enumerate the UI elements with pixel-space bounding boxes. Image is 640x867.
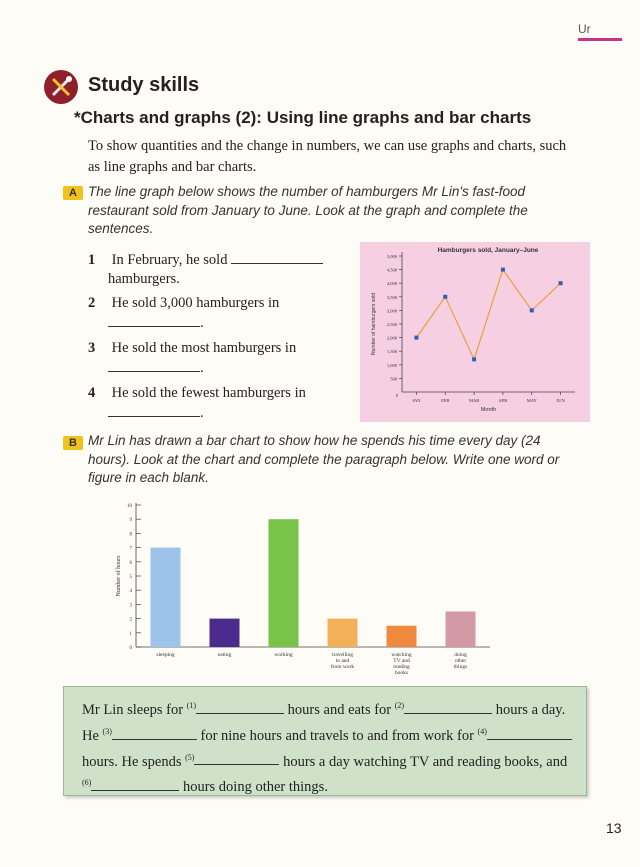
blank-number: (2) (394, 701, 405, 710)
bar-chart-y-tick-label: 1 (129, 631, 132, 637)
question-text: He sold the fewest hamburgers in (111, 385, 306, 401)
para-text: hours and eats for (287, 701, 392, 718)
line-chart-point (501, 268, 505, 272)
question-number: 4 (88, 385, 96, 401)
bar-chart-bar (269, 519, 299, 647)
para-text: for nine hours and travels to and from work for (200, 727, 474, 744)
line-chart-x-tick-label: JUN (556, 398, 565, 403)
answer-blank-2[interactable] (404, 700, 492, 714)
blank-number: (4) (477, 726, 487, 736)
bar-chart-y-tick-label: 3 (129, 603, 132, 609)
bar-chart-category-label: doing other things (453, 652, 468, 670)
answer-blank[interactable] (231, 250, 323, 264)
question-1 (88, 250, 348, 289)
para-text: hours. He spends (82, 753, 182, 770)
answer-blank-4[interactable] (487, 726, 572, 740)
bar-chart (100, 495, 500, 685)
bar-chart-category-label: watching TV and reading books (391, 652, 412, 676)
line-chart (360, 242, 590, 422)
paragraph (64, 687, 586, 798)
line-chart-series-line (416, 270, 560, 360)
question-3 (88, 339, 348, 378)
page-number: 13 (606, 820, 622, 836)
question-text-2: . (200, 315, 204, 331)
blank-number: (3) (102, 726, 112, 736)
answer-blank-1[interactable] (196, 700, 284, 714)
question-number: 1 (88, 252, 96, 268)
unit-tab: Ur (578, 22, 591, 36)
bar-chart-bar (446, 612, 476, 648)
line-chart-y-tick-label: 2,500 (386, 322, 397, 327)
line-chart-x-tick-label: APR (498, 398, 508, 403)
part-a-badge: A (63, 186, 83, 200)
bar-chart-y-tick-label: 5 (129, 575, 132, 580)
blank-number: (6) (82, 778, 92, 788)
line-chart-x-label: Month (480, 407, 497, 413)
question-text-2: . (200, 360, 204, 376)
question-number: 3 (88, 340, 96, 356)
section-title: Study skills (88, 74, 200, 96)
unit-tab-bar (578, 38, 622, 41)
line-chart-x-tick-label: FEB (441, 398, 450, 403)
answer-blank-5[interactable] (194, 751, 279, 765)
line-chart-x-tick-label: JAN (412, 398, 421, 403)
answer-blank[interactable] (108, 358, 200, 372)
line-chart-y-label: Number of hamburgers sold (371, 293, 377, 355)
line-chart-point (530, 308, 534, 312)
bar-chart-y-label: Number of hours (116, 555, 122, 597)
line-chart-y-tick-label: 3,000 (386, 308, 397, 314)
line-chart-point (414, 336, 418, 340)
answer-blank-3[interactable] (112, 726, 197, 740)
question-text: In February, he sold (111, 252, 228, 268)
bar-chart-category-label: travelling to and from work (330, 652, 355, 670)
bar-chart-y-tick-label: 2 (129, 617, 132, 623)
part-b-badge: B (63, 436, 83, 450)
answer-blank-6[interactable] (91, 777, 179, 791)
bar-chart-y-tick-label: 7 (129, 546, 132, 552)
line-chart-y-tick-label: 4,500 (386, 267, 397, 273)
bar-chart-y-tick-label: 4 (129, 589, 132, 595)
line-chart-y-tick-label: 3,500 (386, 294, 397, 300)
question-text-2: hamburgers. (108, 271, 180, 287)
study-skills-icon (44, 70, 78, 104)
line-chart-title: Hamburgers sold, January–June (437, 247, 539, 254)
bar-chart-y-tick-label: 8 (129, 532, 132, 538)
paragraph-box (63, 686, 587, 796)
line-chart-y-tick-label: 500 (390, 376, 397, 382)
para-text: hours a day. He (82, 701, 566, 744)
line-chart-point (559, 281, 563, 285)
bar-chart-y-tick-label: 10 (127, 504, 132, 509)
line-chart-origin-label: 0 (395, 393, 398, 398)
bar-chart-bar (387, 626, 417, 647)
question-text: He sold 3,000 hamburgers in (111, 295, 280, 311)
para-text: Mr Lin sleeps for (82, 701, 184, 718)
intro-text: To show quantities and the change in numbers, we can use graphs and charts, such as line graphs and bar charts. (88, 138, 567, 175)
question-number: 2 (88, 295, 96, 311)
line-chart-x-tick-label: MAY (526, 398, 537, 403)
line-chart-point (472, 357, 476, 361)
para-text: hours doing other things. (182, 779, 328, 796)
line-chart-x-tick-label: MAR (468, 398, 480, 403)
bar-chart-bar (328, 619, 358, 647)
line-chart-y-tick-label: 2,000 (386, 335, 397, 341)
answer-blank[interactable] (108, 313, 200, 327)
question-text: He sold the most hamburgers in (111, 340, 297, 356)
question-4 (88, 384, 358, 423)
line-chart-y-tick-label: 4,000 (386, 281, 397, 287)
question-text-2: . (200, 405, 204, 421)
line-chart-y-tick-label: 1,500 (386, 349, 397, 355)
bar-chart-bar (210, 619, 240, 647)
question-2 (88, 294, 348, 333)
bar-chart-bar (151, 548, 181, 647)
bar-chart-y-tick-label: 9 (129, 518, 132, 524)
line-chart-y-tick-label: 5,000 (386, 254, 397, 259)
bar-chart-y-tick-label: 6 (129, 560, 132, 566)
para-text: hours a day watching TV and reading books, and (283, 753, 568, 770)
bar-chart-category-label: eating (217, 652, 232, 658)
answer-blank[interactable] (108, 403, 200, 417)
line-graph-panel (360, 242, 590, 422)
line-chart-point (443, 295, 447, 299)
blank-number: (1) (186, 701, 197, 710)
bar-chart-y-tick-label: 0 (129, 646, 132, 651)
bar-chart-category-label: sleeping (156, 652, 175, 658)
bar-chart-category-label: working (274, 652, 293, 658)
part-a-instruction: The line graph below shows the number of hamburgers Mr Lin's fast-food restaurant sold from January to June. Look at the graph and complete the sentences. (88, 184, 528, 236)
line-chart-y-tick-label: 1,000 (386, 362, 397, 368)
subtitle: *Charts and graphs (2): Using line graphs and bar charts (74, 108, 532, 127)
blank-number: (5) (185, 752, 195, 762)
part-b-instruction: Mr Lin has drawn a bar chart to show how he spends his time every day (24 hours). Look at the chart and complete the paragraph below. Write one word or figure in each blank. (88, 433, 560, 485)
